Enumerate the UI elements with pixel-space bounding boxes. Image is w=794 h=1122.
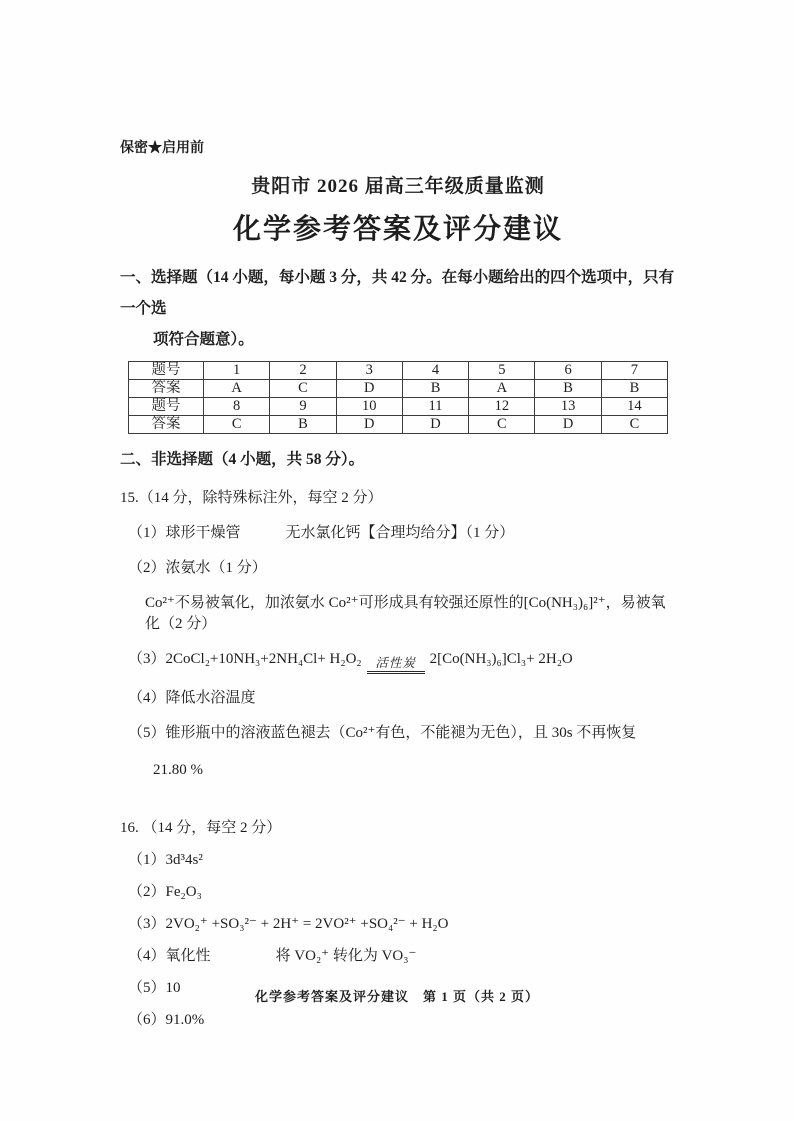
section1-heading-line1: 一、选择题（14 小题，每小题 3 分，共 42 分。在每小题给出的四个选项中，只有一个选 <box>120 269 675 317</box>
q16-item1-answer: 3d³4s² <box>165 852 203 869</box>
q16-item3-label: （3） <box>128 916 166 933</box>
answer-cell: C <box>469 416 535 434</box>
q16-item5-label: （5） <box>128 980 166 997</box>
q15-item1-answer-1: 球形干燥管 <box>165 525 241 541</box>
q16-item5-answer: 10 <box>165 980 181 997</box>
page-title: 化学参考答案及评分建议 <box>232 214 563 245</box>
answer-table-body <box>129 362 668 434</box>
q16-item-4 <box>120 946 676 967</box>
answer-cell: 4 <box>402 362 468 380</box>
q16-item1-label: （1） <box>128 852 166 869</box>
answer-cell: C <box>601 416 667 434</box>
q16-item4-answer-2: 将 VO₂⁺ 转化为 VO₃⁻ <box>275 948 417 965</box>
section2-heading: 二、非选择题（4 小题，共 58 分）。 <box>120 451 365 468</box>
answer-cell: 12 <box>469 398 535 416</box>
security-notice: 保密★启用前 <box>120 141 204 156</box>
answer-cell: 14 <box>601 398 667 416</box>
q15-item-3 <box>120 649 676 674</box>
q16-item2-answer: Fe₂O₃ <box>165 884 202 901</box>
q15-item-5-answer-2: 21.80 % <box>153 762 203 779</box>
double-line <box>367 671 425 674</box>
q15-item3-equation-rhs: 2[Co(NH₃)₆]Cl₃+ 2H₂O <box>429 651 573 667</box>
q16-item2-label: （2） <box>128 884 166 901</box>
q15-item2-answer: 浓氨水（1 分） <box>165 560 267 576</box>
answer-cell: A <box>469 380 535 398</box>
answer-cell: 10 <box>336 398 402 416</box>
q16-item4-label: （4） <box>128 948 166 965</box>
q15-item5-answer: 锥形瓶中的溶液蓝色褪去（Co²⁺有色，不能褪为无色），且 30s 不再恢复 <box>165 725 637 742</box>
question-15 <box>120 488 676 781</box>
answer-cell: 3 <box>336 362 402 380</box>
answer-table <box>128 361 668 434</box>
q15-item4-answer: 降低水浴温度 <box>165 690 256 707</box>
answer-cell: 6 <box>535 362 601 380</box>
answer-cell: D <box>336 416 402 434</box>
q15-item-4 <box>120 688 676 709</box>
answer-cell: 5 <box>469 362 535 380</box>
answer-cell: B <box>601 380 667 398</box>
answer-cell: B <box>535 380 601 398</box>
table-row <box>129 398 668 416</box>
q15-item-2 <box>120 558 676 579</box>
q15-item3-equation-lhs: 2CoCl₂+10NH₃+2NH₄Cl+ H₂O₂ <box>165 651 362 667</box>
answer-cell: 8 <box>204 398 270 416</box>
q15-item4-label: （4） <box>128 690 166 707</box>
answer-cell: 13 <box>535 398 601 416</box>
document-subtitle: 贵阳市 2026 届高三年级质量监测 <box>251 176 545 197</box>
q16-item-3 <box>120 914 676 935</box>
answer-cell: A <box>204 380 270 398</box>
table-row <box>129 416 668 434</box>
q16-item4-answer-1: 氧化性 <box>165 948 211 965</box>
answer-cell: 1 <box>204 362 270 380</box>
q15-item-2-note: Co²⁺不易被氧化，加浓氨水 Co²⁺可形成具有较强还原性的[Co(NH₃)₆]²⁺，易被氧化（2 分） <box>145 595 666 632</box>
section1-heading <box>120 262 676 355</box>
row-label-cell: 答案 <box>129 380 204 398</box>
q16-item3-answer: 2VO₂⁺ +SO₃²⁻ + 2H⁺ = 2VO²⁺ +SO₄²⁻ + H₂O <box>165 916 449 933</box>
table-row <box>129 380 668 398</box>
row-label-cell: 答案 <box>129 416 204 434</box>
q15-item-5 <box>120 723 676 744</box>
row-label-cell: 题号 <box>129 398 204 416</box>
q16-item-2 <box>120 882 676 903</box>
answer-cell: D <box>336 380 402 398</box>
q15-item-1 <box>120 523 676 544</box>
row-label-cell: 题号 <box>129 362 204 380</box>
answer-cell: C <box>270 380 336 398</box>
q16-item6-label: （6） <box>128 1012 166 1029</box>
q15-item1-answer-2: 无水氯化钙【合理均给分】（1 分） <box>285 525 515 541</box>
answer-cell: C <box>204 416 270 434</box>
question-16-header: 16. （14 分，每空 2 分） <box>120 820 282 837</box>
q15-item5-label: （5） <box>128 725 166 742</box>
answer-cell: 9 <box>270 398 336 416</box>
q15-item1-label: （1） <box>128 525 166 541</box>
page-footer: 化学参考答案及评分建议 第 1 页（共 2 页） <box>254 989 539 1004</box>
answer-cell: D <box>402 416 468 434</box>
q16-item6-answer: 91.0% <box>165 1012 205 1029</box>
answer-cell: B <box>270 416 336 434</box>
answer-cell: 11 <box>402 398 468 416</box>
section1-heading-line2: 项符合题意）。 <box>153 331 254 348</box>
answer-cell: 2 <box>270 362 336 380</box>
reaction-condition: 活性炭 <box>375 656 416 670</box>
answer-cell: D <box>535 416 601 434</box>
question-15-header: 15.（14 分，除特殊标注外，每空 2 分） <box>120 490 383 506</box>
q16-item-1 <box>120 850 676 871</box>
answer-cell: 7 <box>601 362 667 380</box>
reaction-arrow <box>367 657 425 674</box>
table-row <box>129 362 668 380</box>
q15-item2-label: （2） <box>128 560 166 576</box>
answer-cell: B <box>402 380 468 398</box>
q16-item-6 <box>120 1010 676 1031</box>
q15-item3-label: （3） <box>128 651 166 667</box>
